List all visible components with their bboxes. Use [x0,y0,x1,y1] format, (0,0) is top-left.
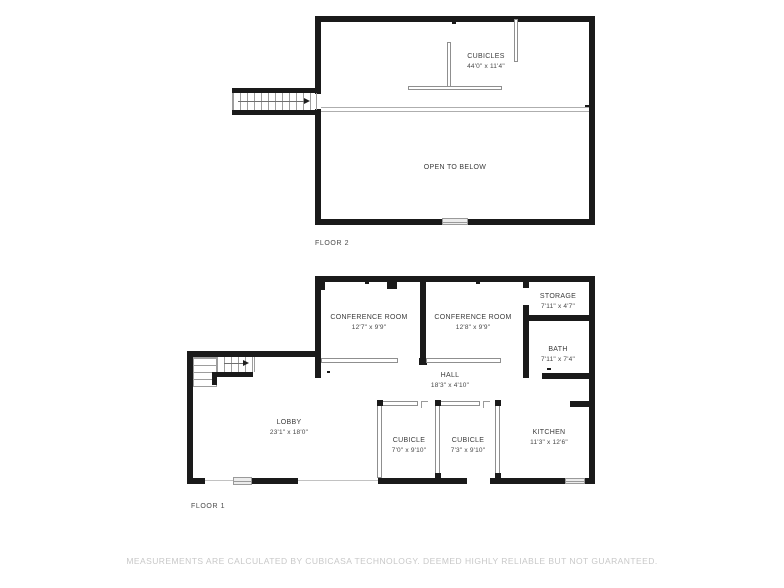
storage-bath-divider [523,315,592,321]
room-label-cubicle1 [392,436,426,456]
door-swing-mark [483,401,490,408]
floor2-label: FLOOR 2 [315,240,350,247]
room-dims: 44'0" x 11'4" [467,63,505,70]
floor2-outer-wall [315,16,595,225]
glass-post [495,400,501,406]
room-label-open-to-below [424,163,486,173]
room-dims: 7'11" x 4'7" [541,303,575,310]
conference-divider-wall [420,276,426,360]
room-label-conference1 [330,313,407,333]
bottom-wall-seg [252,478,298,484]
room-dims: 11'3" x 12'6" [530,439,568,446]
floor1-top-wall [315,276,595,282]
room-name: STORAGE [539,293,577,300]
glass-post [377,400,383,406]
room-label-lobby [270,418,308,438]
room-name: CUBICLE [451,437,485,444]
room-dims: 12'7" x 9'9" [351,324,387,331]
floor2-partition-right [514,19,518,62]
room-name: KITCHEN [532,429,566,436]
cubicle-divider-glass [435,403,440,478]
stair-wall-bottom [232,110,315,115]
lobby-window [233,477,252,485]
dimension-tick [476,282,480,284]
room-dims: 12'8" x 9'9" [455,324,491,331]
room-label-kitchen [530,428,568,448]
dimension-tick [327,371,330,373]
cubicle2-top-glass [440,401,480,406]
stair-wall [212,372,253,377]
room-name: BATH [548,346,568,353]
stair-walkline [224,363,244,364]
stair-direction-arrow-icon [243,360,249,366]
dimension-tick [188,410,193,412]
pillar-stub [387,280,397,289]
mezzanine-edge [321,107,589,112]
conference2-glass-wall [426,358,501,363]
room-label-hall [431,371,469,391]
room-dims: 18'3" x 4'10" [430,382,470,389]
bottom-wall-seg [378,478,467,484]
room-dims: 7'0" x 9'10" [391,447,427,454]
corner-stub [318,282,325,290]
bath-bottom-wall [542,373,592,379]
floor1-label: FLOOR 1 [191,503,226,510]
cubicle2-right-glass [495,403,500,478]
room-name: OPEN TO BELOW [423,164,487,171]
glass-post [435,473,441,479]
room-name: LOBBY [276,419,302,426]
dimension-tick [365,282,369,284]
room-name: CUBICLE [392,437,426,444]
room-dims: 7'11" x 7'4" [541,356,575,363]
room-name: CONFERENCE ROOM [434,314,512,321]
kitchen-window [565,478,585,484]
stair-treads-upper [216,357,255,372]
dimension-tick [585,105,589,107]
conference1-glass-wall [321,358,398,363]
storage-left-wall-stub [523,276,529,288]
room-label-cubicles [467,52,505,72]
glass-post [435,400,441,406]
room-label-storage [540,292,576,312]
dimension-tick [547,368,551,370]
stair-walkline [238,101,304,102]
disclaimer-text: MEASUREMENTS ARE CALCULATED BY CUBICASA TECHNOLOGY. DEEMED HIGHLY RELIABLE BUT NOT GUARANTEED. [126,556,658,566]
door-swing-mark [421,401,428,408]
room-label-bath [541,345,575,365]
room-name: CUBICLES [467,53,505,60]
dimension-tick [452,22,456,24]
room-name: HALL [440,372,460,379]
floor2-partition-vertical [447,42,451,90]
room-name: CONFERENCE ROOM [330,314,408,321]
floor2-window [442,218,468,225]
glass-post [495,473,501,479]
cubicle1-top-glass [382,401,418,406]
stair-wall [212,372,217,385]
bottom-wall-seg [187,478,205,484]
room-dims: 7'3" x 9'10" [450,447,486,454]
kitchen-stub-wall [570,401,592,407]
room-label-cubicle2 [451,436,485,456]
floor2-partition-horizontal [408,86,502,90]
room-label-conference2 [434,313,511,333]
floor1-right-wall [589,276,595,484]
room-dims: 23'1" x 18'0" [269,429,309,436]
stair-direction-arrow-icon [304,98,310,104]
cubicle1-left-glass [377,403,382,478]
